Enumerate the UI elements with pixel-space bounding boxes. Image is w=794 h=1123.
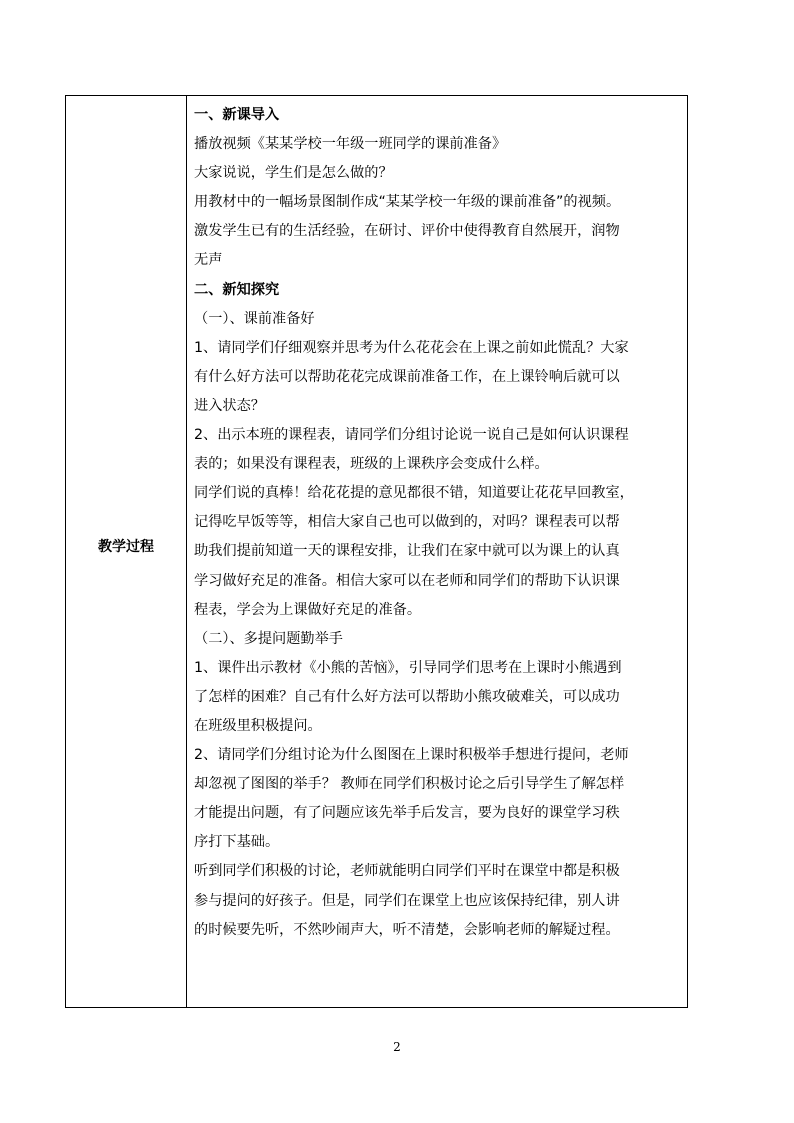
content-line: 参与提问的好孩子。但是，同学们在课堂上也应该保持纪律，别人讲 bbox=[194, 892, 620, 909]
content-line: 助我们提前知道一天的课程安排，让我们在家中就可以为课上的认真 bbox=[194, 543, 620, 560]
content-line: （二）、多提问题勤举手 bbox=[194, 630, 343, 647]
content-line: 有什么好方法可以帮助花花完成课前准备工作，在上课铃响后就可以 bbox=[194, 368, 620, 385]
content-line: （一）、课前准备好 bbox=[194, 310, 315, 327]
content-line: 了怎样的困难？自己有什么好方法可以帮助小熊攻破难关，可以成功 bbox=[194, 688, 620, 705]
content-line: 程表，学会为上课做好充足的准备。 bbox=[194, 601, 422, 618]
content-line: 进入状态？ bbox=[194, 397, 265, 414]
content-line: 播放视频《某某学校一年级一班同学的课前准备》 bbox=[194, 136, 507, 153]
page-number: 2 bbox=[393, 1040, 401, 1054]
content-line: 1、课件出示教材《小熊的苦恼》，引导同学们思考在上课时小熊遇到 bbox=[194, 659, 622, 676]
content-line: 2、出示本班的课程表，请同学们分组讨论说一说自己是如何认识课程 bbox=[194, 427, 629, 444]
content-line: 无声 bbox=[194, 252, 223, 269]
content-line: 的时候要先听，不然吵闹声大，听不清楚，会影响老师的解疑过程。 bbox=[194, 921, 620, 938]
content-line: 听到同学们积极的讨论，老师就能明白同学们平时在课堂中都是积极 bbox=[194, 863, 620, 880]
content-line: 大家说说，学生们是怎么做的？ bbox=[194, 165, 393, 182]
content-line: 序打下基础。 bbox=[194, 834, 280, 851]
content-line: 2、请同学们分组讨论为什么图图在上课时积极举手想进行提问，老师 bbox=[194, 747, 629, 764]
section-label: 教学过程 bbox=[98, 538, 154, 555]
section-heading: 二、新知探究 bbox=[194, 281, 280, 298]
content-line: 记得吃早饭等等，相信大家自己也可以做到的，对吗？课程表可以帮 bbox=[194, 514, 620, 531]
content-line: 同学们说的真棒！给花花提的意见都很不错，知道要让花花早回教室， bbox=[194, 485, 634, 502]
section-heading: 一、新课导入 bbox=[194, 107, 280, 123]
content-line: 却忽视了图图的举手？ 教师在同学们积极讨论之后引导学生了解怎样 bbox=[194, 776, 625, 793]
content-line: 在班级里积极提问。 bbox=[194, 717, 322, 734]
content-line: 表的；如果没有课程表，班级的上课秩序会变成什么样。 bbox=[194, 456, 549, 473]
lesson-content-cell bbox=[194, 101, 681, 945]
content-line: 1、请同学们仔细观察并思考为什么花花会在上课之前如此慌乱？大家 bbox=[194, 339, 629, 356]
content-line: 激发学生已有的生活经验，在研讨、评价中使得教育自然展开，润物 bbox=[194, 223, 620, 240]
content-line: 学习做好充足的准备。相信大家可以在老师和同学们的帮助下认识课 bbox=[194, 572, 620, 589]
content-line: 才能提出问题，有了问题应该先举手后发言，要为良好的课堂学习秩 bbox=[194, 805, 620, 822]
lesson-table bbox=[65, 95, 688, 1008]
content-line: 用教材中的一幅场景图制作成“某某学校一年级的课前准备”的视频。 bbox=[194, 194, 621, 211]
section-label-cell bbox=[66, 96, 187, 1007]
